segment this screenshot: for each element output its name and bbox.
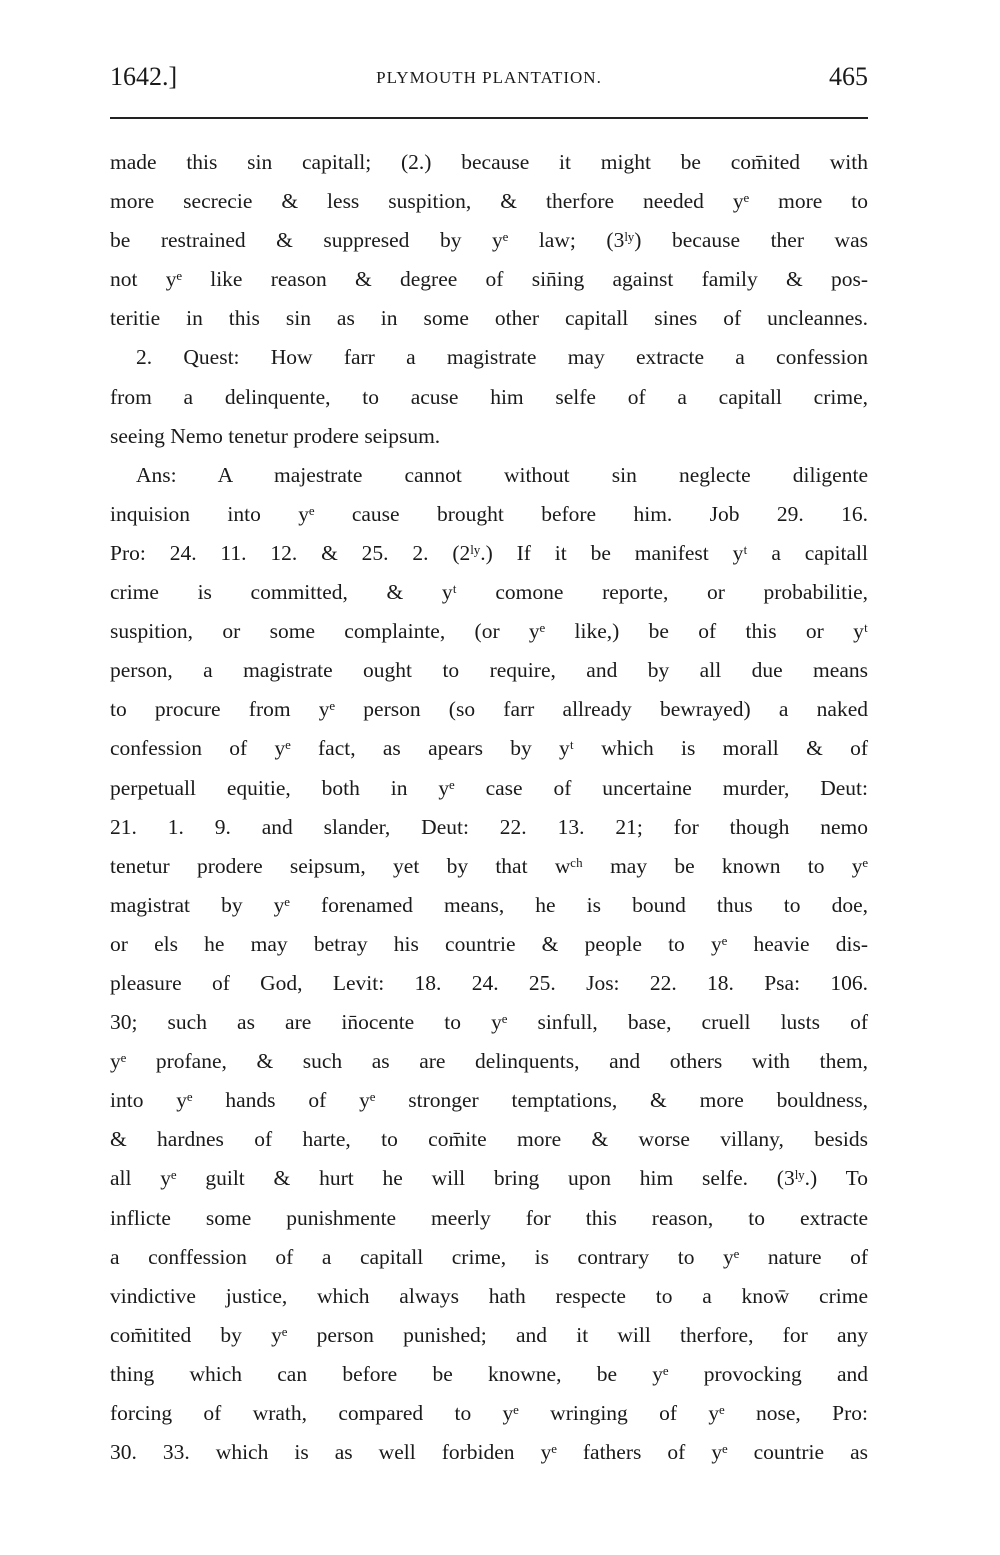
text-line: inquision into yᵉ cause brought before him. Job 29. 16. <box>110 501 868 526</box>
text-line: person, a magistrate ought to require, and by all due means <box>110 658 868 683</box>
text-line: yᵉ profane, & such as are delinquents, and others with them, <box>110 1049 868 1074</box>
text-line: forcing of wrath, compared to yᵉ wringing of yᵉ nose, Pro: <box>110 1401 868 1425</box>
text-line: 30. 33. which is as well forbiden yᵉ fathers of yᵉ countrie as <box>110 1440 868 1465</box>
text-line: seeing Nemo tenetur prodere seipsum. <box>110 423 441 448</box>
text-line: inflicte some punishmente meerly for this reason, to extracte <box>110 1205 868 1230</box>
text-line: all yᵉ guilt & hurt he will bring upon him selfe. (3ˡʸ.) To <box>110 1166 868 1191</box>
text-line: & hardnes of harte, to com̄ite more & worse villany, besids <box>110 1127 868 1152</box>
text-line: to procure from yᵉ person (so farr allready bewrayed) a naked <box>110 697 868 722</box>
text-line: 30; such as are in̄ocente to yᵉ sinfull, base, cruell lusts of <box>110 1010 868 1035</box>
text-line: magistrat by yᵉ forenamed means, he is bound thus to doe, <box>110 892 868 917</box>
header-rule <box>110 117 868 119</box>
header-title: PLYMOUTH PLANTATION. <box>376 68 602 87</box>
text-line: into yᵉ hands of yᵉ stronger temptations, & more bouldness, <box>110 1088 868 1113</box>
text-line: a conffession of a capitall crime, is contrary to yᵉ nature of <box>110 1244 868 1269</box>
text-line: pleasure of God, Levit: 18. 24. 25. Jos: 22. 18. Psa: 106. <box>110 970 868 995</box>
text-line: made this sin capitall; (2.) because it might be com̄ited with <box>110 150 868 174</box>
text-line: 21. 1. 9. and slander, Deut: 22. 13. 21; for though nemo <box>110 814 868 839</box>
text-line: or els he may betray his countrie & people to yᵉ heavie dis- <box>110 931 868 956</box>
text-line: be restrained & suppresed by yᵉ law; (3ˡʸ) because ther was <box>110 228 868 253</box>
text-line: tenetur prodere seipsum, yet by that wᶜʰ may be known to yᵉ <box>110 853 868 878</box>
text-line: thing which can before be knowne, be yᵉ provocking and <box>110 1361 868 1386</box>
text-line: com̄itited by yᵉ person punished; and it will therfore, for any <box>110 1322 868 1347</box>
text-line: teritie in this sin as in some other capitall sines of uncleannes. <box>110 306 868 331</box>
text-line: Ans: A majestrate cannot without sin neglecte diligente <box>136 462 868 487</box>
text-line: vindictive justice, which always hath respecte to a know̄ crime <box>110 1283 868 1308</box>
running-header <box>110 62 868 98</box>
text-line: Pro: 24. 11. 12. & 25. 2. (2ˡʸ.) If it be manifest yᵗ a capitall <box>110 540 868 565</box>
text-line: from a delinquente, to acuse him selfe of a capitall crime, <box>110 384 868 409</box>
header-year: 1642.] <box>110 62 178 91</box>
text-line: crime is committed, & yᵗ comone reporte, or probabilitie, <box>110 580 868 605</box>
text-line: perpetuall equitie, both in yᵉ case of uncertaine murder, Deut: <box>110 775 868 800</box>
page-number: 465 <box>829 62 868 91</box>
page-body <box>110 143 868 1472</box>
text-line: suspition, or some complainte, (or yᵉ like,) be of this or yᵗ <box>110 619 868 644</box>
text-line: 2. Quest: How farr a magistrate may extracte a confession <box>136 345 868 370</box>
text-line: more secrecie & less suspition, & therfore needed yᵉ more to <box>110 189 868 214</box>
text-line: not yᵉ like reason & degree of sin̄ing against family & pos- <box>110 267 868 292</box>
text-line: confession of yᵉ fact, as apears by yᵗ which is morall & of <box>110 736 868 761</box>
